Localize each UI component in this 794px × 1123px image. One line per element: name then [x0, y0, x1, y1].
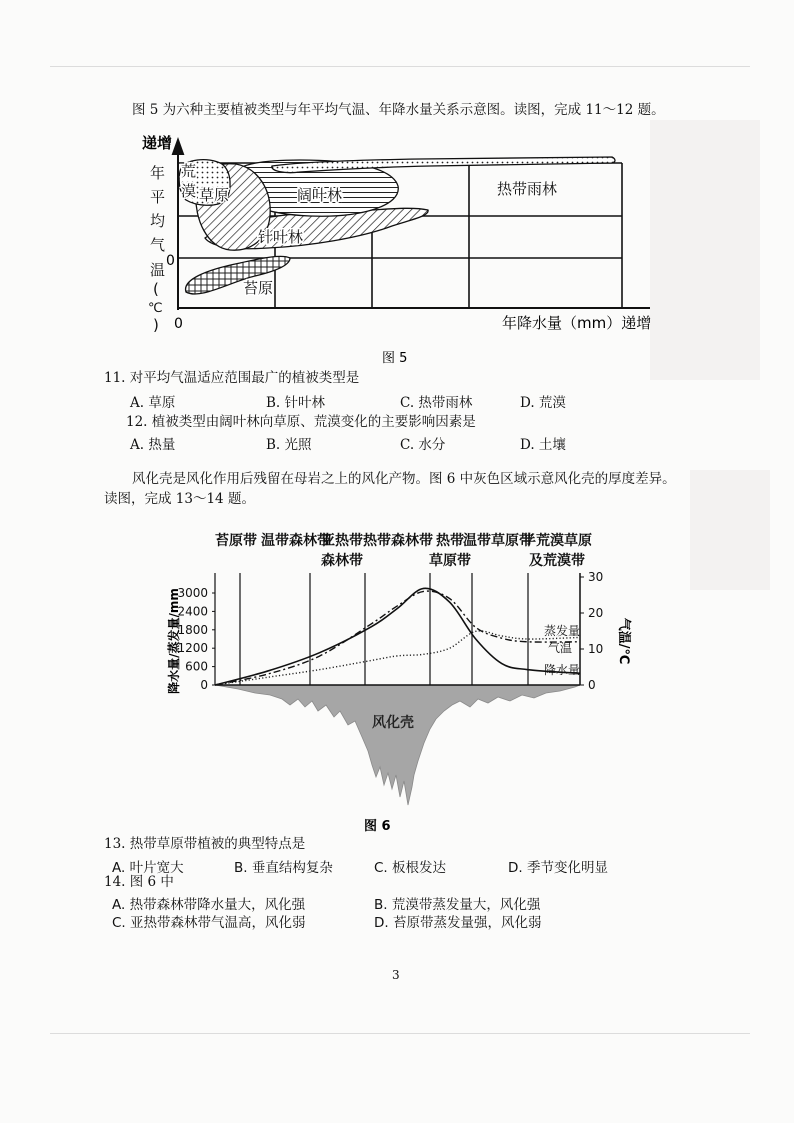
q11-option-b[interactable]: B. 针叶林 — [266, 395, 326, 411]
page-number: 3 — [392, 968, 400, 982]
svg-text:℃: ℃ — [148, 301, 163, 316]
label-desert-1: 荒 — [181, 162, 197, 180]
zone-dividers — [215, 573, 580, 685]
zone-tropical-forest: 热带森林带 — [363, 533, 433, 549]
q14-option-c[interactable]: C. 亚热带森林带气温高，风化弱 — [112, 915, 306, 931]
q12-option-b[interactable]: B. 光照 — [266, 437, 312, 453]
legend-precipitation: 降水量 — [544, 663, 581, 677]
scan-edge-top — [50, 66, 750, 67]
q14-option-a[interactable]: A. 热带森林带降水量大，风化强 — [112, 897, 306, 913]
label-rainforest: 热带雨林 — [497, 180, 558, 198]
left-axis-ticks — [177, 586, 215, 692]
weathering-crust-area — [215, 685, 580, 805]
left-tick-label: 1200 — [177, 641, 208, 656]
q11-stem: 11. 对平均气温适应范围最广的植被类型是 — [104, 370, 360, 386]
figure-5-caption: 图 5 — [382, 351, 408, 366]
q13-stem: 13. 热带草原带植被的典型特点是 — [104, 836, 306, 852]
q13-option-d[interactable]: D. 季节变化明显 — [508, 860, 608, 876]
right-tick-label: 0 — [588, 678, 596, 692]
q12-option-a[interactable]: A. 热量 — [130, 437, 176, 453]
q11-option-c[interactable]: C. 热带雨林 — [400, 395, 473, 411]
left-tick-label: 600 — [185, 659, 208, 674]
svg-text:气: 气 — [150, 236, 166, 254]
right-axis-ticks — [580, 570, 603, 692]
q14-stem: 14. 图 6 中 — [104, 874, 174, 890]
zone-subtropical-forest-1: 亚热带 — [321, 533, 363, 549]
legend-evaporation: 蒸发量 — [544, 624, 581, 638]
series-lines — [215, 588, 580, 685]
left-axis-label: 降水量/蒸发量/mm — [167, 588, 181, 694]
zone-headings — [215, 532, 592, 569]
rainforest-region — [272, 157, 615, 173]
q12-option-c[interactable]: C. 水分 — [400, 437, 446, 453]
left-tick-label: 0 — [200, 678, 208, 692]
figure-6-caption: 图 6 — [364, 819, 391, 834]
q14-option-d[interactable]: D. 苔原带蒸发量强，风化弱 — [374, 915, 542, 931]
x-zero-label: 0 — [174, 316, 183, 332]
left-tick-label: 3000 — [177, 586, 208, 600]
y-zero-label: 0 — [166, 253, 175, 269]
precipitation-line — [215, 588, 580, 685]
intro-fig6-line1: 风化壳是风化作用后残留在母岩之上的风化产物。图 6 中灰色区域示意风化壳的厚度差异。 — [132, 471, 676, 487]
left-tick-label: 1800 — [177, 622, 208, 637]
left-tick-label: 2400 — [177, 604, 208, 619]
y-axis-label — [148, 164, 165, 334]
right-tick-label: 10 — [588, 642, 604, 656]
q11-option-a[interactable]: A. 草原 — [130, 395, 176, 411]
zone-desert-1: 半荒漠草原 — [522, 533, 592, 549]
figure-5-vegetation-diagram — [0, 120, 794, 380]
svg-text:(: ( — [153, 280, 159, 298]
weathering-crust-label: 风化壳 — [372, 715, 414, 731]
intro-fig5: 图 5 为六种主要植被类型与年平均气温、年降水量关系示意图。读图，完成 11～12 题。 — [132, 102, 665, 118]
q13-option-c[interactable]: C. 板根发达 — [374, 860, 447, 876]
x-axis-label: 年降水量（mm）递增 — [502, 314, 652, 332]
scan-edge-bottom — [50, 1033, 750, 1034]
svg-text:平: 平 — [150, 188, 166, 206]
q11-option-d[interactable]: D. 荒漠 — [520, 395, 566, 411]
evaporation-line — [215, 631, 580, 685]
zone-tundra: 苔原带 — [215, 533, 257, 549]
label-tundra: 苔原 — [243, 279, 274, 297]
svg-text:): ) — [153, 316, 159, 334]
zone-subtropical-forest-2: 森林带 — [321, 553, 363, 569]
q13-option-b[interactable]: B. 垂直结构复杂 — [234, 860, 333, 876]
zone-temperate-grassland: 温带草原带 — [463, 533, 533, 549]
label-grassland: 草原 — [199, 186, 230, 204]
zone-desert-2: 及荒漠带 — [529, 553, 585, 569]
q14-option-b[interactable]: B. 荒漠带蒸发量大，风化强 — [374, 897, 541, 913]
figure-6-weathering-chart — [0, 515, 794, 845]
svg-text:年: 年 — [150, 164, 166, 182]
right-axis-label: 气温/℃ — [616, 617, 631, 665]
zone-temperate-forest: 温带森林带 — [261, 533, 331, 549]
label-desert-2: 漠 — [181, 182, 197, 200]
right-tick-label: 30 — [588, 570, 604, 584]
series-labels — [544, 623, 580, 677]
q12-option-d[interactable]: D. 土壤 — [520, 437, 566, 453]
intro-fig6-line2: 读图，完成 13～14 题。 — [104, 491, 255, 507]
zone-savanna-2: 草原带 — [429, 553, 471, 569]
svg-text:温: 温 — [150, 261, 166, 279]
y-axis-top-label: 递增 — [142, 134, 173, 152]
svg-text:均: 均 — [150, 212, 166, 230]
label-broadleaf: 阔叶林 — [297, 186, 343, 204]
q12-stem: 12. 植被类型由阔叶林向草原、荒漠变化的主要影响因素是 — [126, 414, 476, 430]
right-tick-label: 20 — [588, 606, 604, 620]
q13-option-a[interactable]: A. 叶片宽大 — [112, 860, 184, 876]
legend-temperature: 气温 — [548, 641, 573, 655]
label-conifer: 针叶林 — [258, 228, 304, 246]
zone-savanna-1: 热带 — [436, 533, 464, 549]
